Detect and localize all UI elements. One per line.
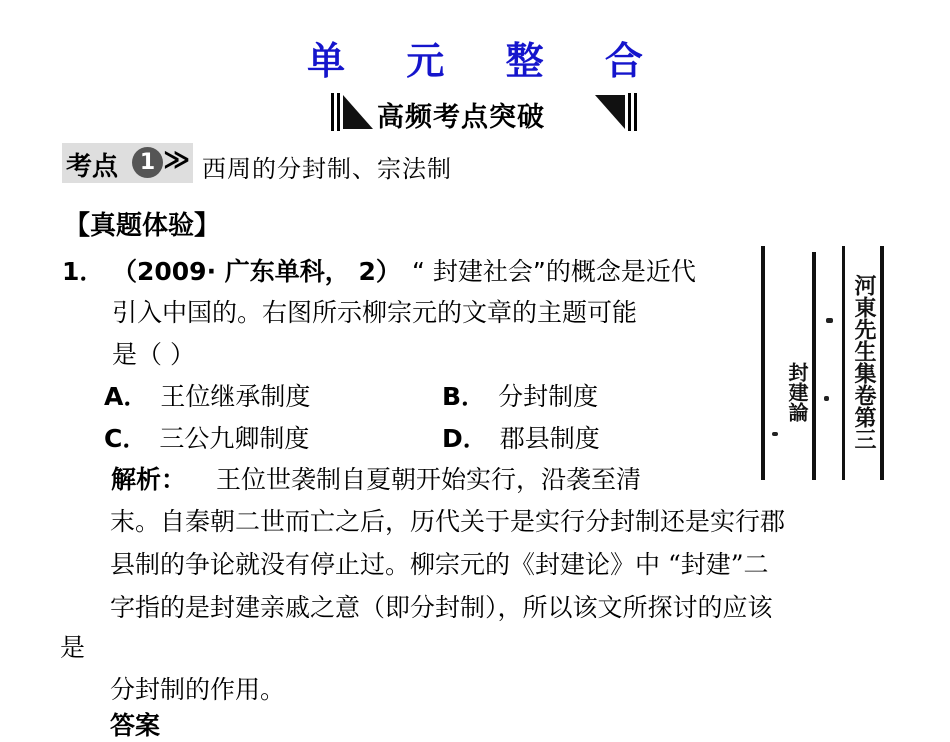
banner-right-triangle	[595, 95, 625, 129]
banner-left-bar-inner	[337, 93, 340, 131]
scroll-essay-title: 封建論	[785, 362, 809, 422]
question-line: 引入中国的。右图所示柳宗元的文章的主题可能	[112, 298, 638, 327]
scroll-rule	[880, 246, 884, 480]
option-text: 郡县制度	[499, 424, 600, 453]
section-banner	[331, 93, 637, 131]
banner-right-bar-inner	[628, 93, 631, 131]
answer-line: 分封制的作用。	[110, 675, 286, 704]
answer-line: 字指的是封建亲戚之意（即分封制），所以该文所探讨的应该	[110, 593, 773, 622]
page-title: 单 元 整 合	[307, 39, 667, 83]
option-letter: A．	[104, 382, 149, 411]
kaodian-badge	[62, 143, 193, 183]
ink-speck	[772, 432, 778, 436]
answer-line: 末。自秦朝二世而亡之后，历代关于是实行分封制还是实行郡	[110, 507, 786, 536]
answer-cutoff-label: 答案	[110, 711, 161, 740]
banner-left-bar	[331, 93, 334, 131]
answer-line: 县制的争论就没有停止过。柳宗元的《封建论》中 “封建”二	[110, 550, 769, 579]
ink-speck	[826, 318, 833, 323]
option-letter: B．	[442, 382, 487, 411]
option-text: 分封制度	[498, 382, 599, 411]
question-source: （2009· 广东单科， 2）	[112, 257, 401, 286]
ink-speck	[824, 396, 829, 401]
answer-line: 是	[60, 633, 86, 662]
question-line: “ 封建社会”的概念是近代	[412, 257, 696, 286]
banner-right-bar	[634, 93, 637, 131]
option-b	[442, 377, 598, 413]
option-d	[442, 419, 600, 455]
option-text: 三公九卿制度	[159, 424, 310, 453]
option-letter: D．	[442, 424, 488, 453]
question-number: 1．	[62, 257, 105, 286]
banner-left-triangle	[343, 95, 373, 129]
scroll-rule	[842, 246, 845, 480]
option-c	[104, 419, 309, 455]
answer-label: 解析：	[111, 465, 187, 494]
section-heading: 【真题体验】	[64, 211, 221, 241]
option-text: 王位继承制度	[160, 382, 311, 411]
banner-title: 高频考点突破	[377, 102, 545, 133]
question-line: 是（ ）	[112, 340, 195, 369]
answer-line: 王位世袭制自夏朝开始实行，沿袭至清	[216, 465, 642, 494]
scroll-rule	[812, 252, 816, 480]
kaodian-number-circle: 1	[132, 147, 163, 178]
scroll-image	[758, 246, 889, 480]
option-letter: C．	[104, 424, 148, 453]
scroll-title-column: 河東先生集卷第三	[851, 274, 877, 450]
scroll-rule	[761, 246, 765, 480]
kaodian-label: 考点	[66, 152, 119, 182]
kaodian-topic: 西周的分封制、宗法制	[202, 155, 452, 183]
option-a	[104, 377, 310, 413]
double-chevron-icon: ≫	[163, 145, 191, 175]
